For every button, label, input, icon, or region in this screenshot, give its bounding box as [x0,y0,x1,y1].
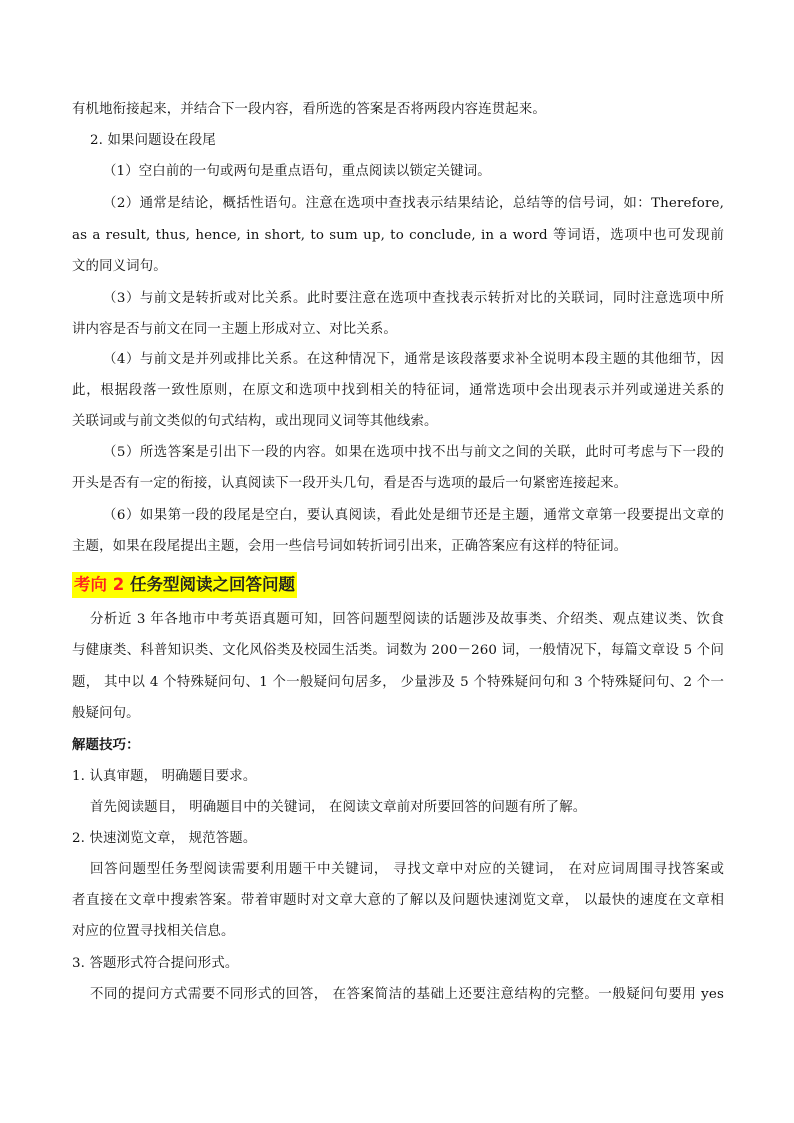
point-6-line1: （6）如果第一段的段尾是空白，要认真阅读，看此处是细节还是主题，通常文章第一段要提出文章的 [103,508,724,523]
point-2-line3: 文的同义词句。 [72,259,167,274]
point-5-line2: 开头是否有一定的衔接，认真阅读下一段开头几句，看是否与选项的最后一句紧密连接起来。 [72,476,628,491]
point-5-line1: （5）所选答案是引出下一段的内容。如果在选项中找不出与前文之间的关联，此时可考虑与下一段的 [103,445,724,460]
intro-line1: 分析近 3 年各地市中考英语真题可知，回答问题型阅读的话题涉及故事类、介绍类、观点建议类、饮食 [90,612,724,627]
intro-line3: 题， 其中以 4 个特殊疑问句、1 个一般疑问句居多， 少量涉及 5 个特殊疑问句和 3 个特殊疑问句、2 个一 [72,675,724,690]
tips-heading: 解题技巧： [72,738,140,753]
tip-2-body-line1: 回答问题型任务型阅读需要利用题干中关键词， 寻找文章中对应的关键词， 在对应词周围寻找答案或 [90,862,724,877]
tip-1-body: 首先阅读题目， 明确题目中的关键词， 在阅读文章前对所要回答的问题有所了解。 [90,800,587,815]
point-1: （1）空白前的一句或两句是重点语句，重点阅读以锁定关键词。 [103,164,491,179]
intro-line2: 与健康类、科普知识类、文化风俗类及校园生活类。词数为 200－260 词，一般情况下，每篇文章设 5 个问 [72,643,724,658]
subheading-2: 2. 如果问题设在段尾 [90,133,216,148]
point-2-line2: as a result, thus, hence, in short, to sum up, to conclude, in a word 等词语，选项中也可发现前 [72,228,724,243]
point-4-line3: 关联词或与前文类似的句式结构，或出现同义词等其他线索。 [72,414,438,429]
heading-title: 任务型阅读之回答问题 [129,575,295,594]
tip-2-body-line3: 对应的位置寻找相关信息。 [72,924,235,939]
tip-1-title: 1. 认真审题， 明确题目要求。 [72,769,257,784]
point-4-line1: （4）与前文是并列或排比关系。在这种情况下，通常是该段落要求补全说明本段主题的其他细节，因 [103,352,724,367]
tip-3-body: 不同的提问方式需要不同形式的回答， 在答案简洁的基础上还要注意结构的完整。一般疑问句要用 yes [90,987,724,1002]
section-heading [72,572,297,598]
tip-3-title: 3. 答题形式符合提问形式。 [72,956,239,971]
paragraph-line: 有机地衔接起来，并结合下一段内容，看所选的答案是否将两段内容连贯起来。 [72,102,546,117]
point-4-line2: 此，根据段落一致性原则，在原文和选项中找到相关的特征词，通常选项中会出现表示并列或递进关系的 [72,383,724,398]
point-3-line2: 讲内容是否与前文在同一主题上形成对立、对比关系。 [72,322,397,337]
point-3-line1: （3）与前文是转折或对比关系。此时要注意在选项中查找表示转折对比的关联词，同时注意选项中所 [103,291,724,306]
tip-2-title: 2. 快速浏览文章， 规范答题。 [72,831,257,846]
tip-2-body-line2: 者直接在文章中搜索答案。带着审题时对文章大意的了解以及问题快速浏览文章， 以最快的速度在文章相 [72,893,724,908]
intro-line4: 般疑问句。 [72,706,140,721]
point-6-line2: 主题，如果在段尾提出主题，会用一些信号词如转折词引出来，正确答案应有这样的特征词。 [72,539,628,554]
heading-prefix: 考向 2 [74,575,125,594]
point-2-line1: （2）通常是结论，概括性语句。注意在选项中查找表示结果结论，总结等的信号词，如：Therefore, [103,196,724,211]
